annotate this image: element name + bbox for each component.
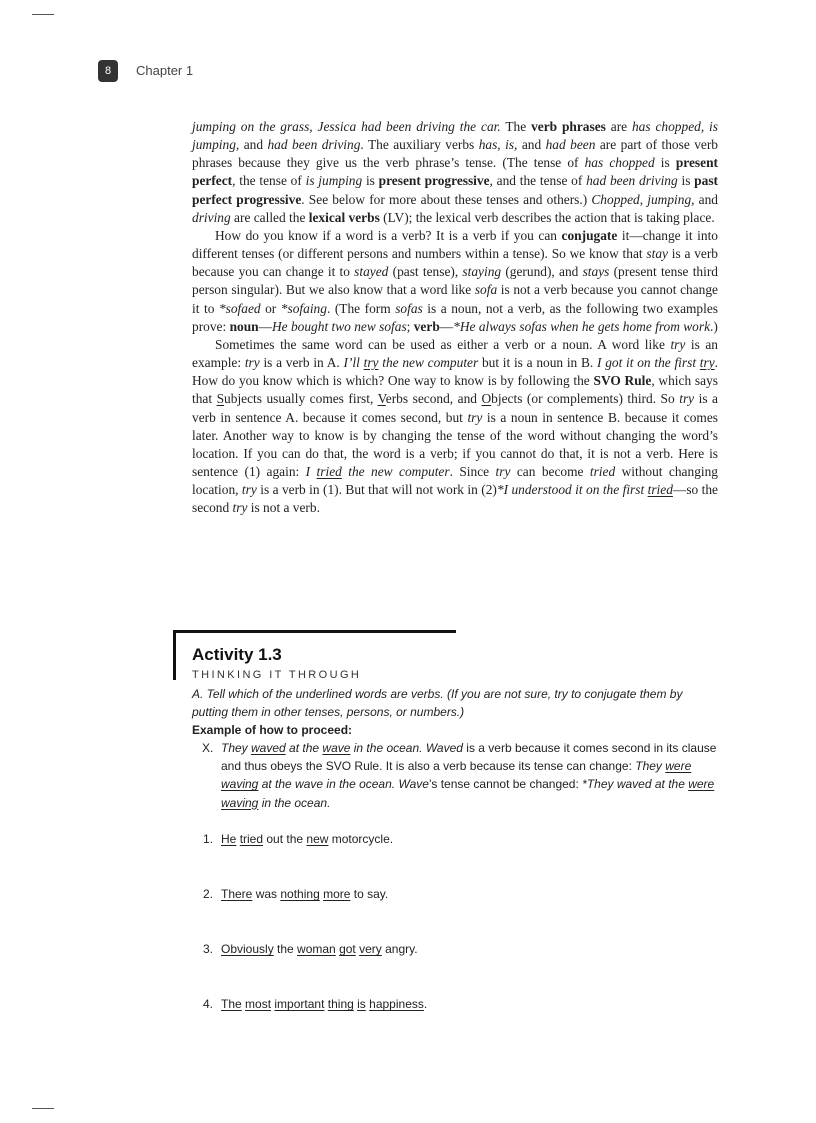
text-run: the <box>273 942 298 956</box>
activity-rule <box>176 630 456 633</box>
text-run: had been driving <box>267 137 361 153</box>
text-run: I’ll <box>343 355 364 371</box>
text-run: tried <box>239 832 264 846</box>
text-run: past perfect progressive <box>192 173 718 207</box>
text-run: is jumping <box>305 173 363 189</box>
text-run: were waving <box>221 777 715 810</box>
text-run: verb phrases <box>531 119 606 134</box>
text-run: V <box>377 391 386 407</box>
example-item <box>202 739 718 812</box>
text-run: I got it on the first <box>597 355 700 371</box>
text-run: is a verb because you can change it to <box>192 246 718 280</box>
activity-title: Activity 1.3 <box>192 645 282 664</box>
text-run: bjects (or complements) third. So <box>491 391 680 407</box>
text-run: Wave <box>398 777 429 792</box>
text-run: , which says that <box>192 373 718 407</box>
text-run: most <box>245 997 272 1011</box>
text-run: try <box>679 391 695 407</box>
paragraph <box>192 227 718 336</box>
text-run: can become <box>510 463 590 479</box>
question-number: 3. <box>203 942 214 956</box>
text-run: (present tense third person singular). But we also know that a word like <box>192 264 718 298</box>
text-run: wave <box>322 741 351 755</box>
text-run: Chopped, jumping, <box>591 191 695 207</box>
text-run: tried <box>647 482 673 498</box>
text-run: is an example: <box>192 336 719 371</box>
text-run: nothing <box>280 887 320 901</box>
text-run: lexical verbs <box>308 209 380 225</box>
question-number: 2. <box>203 887 214 901</box>
text-run: try <box>363 355 379 371</box>
text-run: noun <box>229 318 259 334</box>
text-run: but it is a noun in B. <box>478 355 598 371</box>
question-item <box>203 940 418 958</box>
text-run: present progressive <box>378 173 490 189</box>
text-run: in the ocean. <box>258 795 331 810</box>
text-run: the new computer <box>341 463 450 479</box>
question-text <box>221 887 388 901</box>
text-run: are called the <box>230 209 309 225</box>
text-run: They <box>221 741 252 755</box>
text-run: verb <box>413 318 440 334</box>
running-header: Chapter 1 <box>136 63 194 78</box>
text-run: and <box>694 191 718 207</box>
text-run: and <box>517 137 546 153</box>
text-run: is <box>677 173 695 189</box>
text-run: . The auxiliary verbs <box>360 137 479 153</box>
question-item <box>203 995 427 1013</box>
text-run: has chopped, is jumping, <box>192 119 718 153</box>
text-run: sofas <box>395 300 423 316</box>
text-run: important <box>274 997 325 1011</box>
text-run: were waving <box>221 759 692 792</box>
text-run: driving <box>192 209 231 225</box>
text-run: is not a verb because you cannot change it to <box>192 282 718 316</box>
text-run: try <box>699 355 715 371</box>
text-run: it—change it into different tenses (or different persons and numbers within a tense). So we know that <box>192 227 718 262</box>
question-number: 1. <box>203 832 214 846</box>
text-run: jumping on the grass, Jessica had been driving the car. <box>192 119 501 134</box>
text-run: Obviously <box>221 942 274 956</box>
text-run: try <box>232 500 248 516</box>
text-run: sofa <box>474 282 498 298</box>
text-run: (gerund), and <box>501 264 583 280</box>
text-run: try <box>495 463 511 479</box>
text-run: *He always sofas when he gets home from work <box>453 318 711 334</box>
text-run: are part of those verb phrases because they give us the verb phrase’s tense. (The tense of <box>192 137 718 171</box>
text-run: S <box>216 391 225 407</box>
text-run: . <box>423 997 428 1011</box>
text-run: try <box>244 355 260 371</box>
text-run: . (The form <box>326 300 396 316</box>
text-run: is a noun, not a verb, as the following two examples prove: <box>192 300 718 334</box>
text-run: had been <box>545 137 596 153</box>
text-run: is a noun in sentence B. because it comes later. Another way to know is by changing the tense of the word without changing the word’s location. If you can do that, the word is a verb; if you cannot do that, it is not a verb. Here is sentence (1) again: <box>192 409 718 479</box>
question-item <box>203 830 393 848</box>
text-run: . How do you know which is which? One way to know is by following the <box>192 355 719 389</box>
question-text <box>221 997 427 1011</box>
text-run: are <box>605 119 632 134</box>
text-run: They <box>635 759 666 774</box>
text-run: thing <box>327 997 354 1011</box>
question-text <box>221 832 393 846</box>
text-run: happiness <box>369 997 424 1011</box>
text-run: There <box>221 887 253 901</box>
text-run: I <box>305 463 317 479</box>
page-number-badge: 8 <box>98 60 118 82</box>
text-run: O <box>481 391 492 407</box>
text-run: ubjects usually comes first, <box>224 391 378 407</box>
text-run: *sofaing <box>280 300 327 316</box>
question-text <box>221 942 418 956</box>
text-run: is <box>357 997 366 1011</box>
text-run: He <box>221 832 237 846</box>
text-run: the new computer <box>378 355 479 371</box>
text-run: tried <box>316 463 342 479</box>
text-run: stays <box>582 264 610 280</box>
text-run: was <box>252 887 281 901</box>
body-text <box>192 118 718 517</box>
paragraph <box>192 118 718 227</box>
text-run: (LV); the lexical verb describes the action that is taking place. <box>379 209 715 225</box>
text-run: woman <box>297 942 336 956</box>
text-run: How do you know if a word is a verb? It is a verb if you can <box>215 227 562 243</box>
text-run: , the tense of <box>232 173 306 189</box>
text-run: is a verb in A. <box>259 355 344 371</box>
example-heading: Example of how to proceed: <box>192 723 353 737</box>
text-run: is a verb in (1). But that will not work in (2) <box>256 482 497 498</box>
text-run: *sofaed <box>218 300 261 316</box>
text-run: . Since <box>449 463 496 479</box>
text-run: new <box>306 832 329 846</box>
text-run: ’s tense cannot be changed: <box>428 777 583 792</box>
text-run: or <box>260 300 281 316</box>
text-run: The <box>500 119 532 134</box>
text-run: . See below for more about these tenses and others.) <box>301 191 592 207</box>
text-run: is <box>654 155 676 171</box>
text-run: — <box>439 318 454 334</box>
text-run: has chopped <box>584 155 655 171</box>
question-item <box>203 885 388 903</box>
text-run: He bought two new sofas <box>272 318 407 334</box>
text-run: The <box>221 997 242 1011</box>
text-run: *They waved at the <box>582 777 689 792</box>
text-run: very <box>359 942 382 956</box>
text-run: is not a verb. <box>247 500 320 516</box>
text-run: Waved <box>425 741 463 755</box>
text-run: had been driving <box>586 173 678 189</box>
text-run: has, is, <box>478 137 518 153</box>
text-run: tried <box>589 463 616 479</box>
text-run: conjugate <box>561 227 618 243</box>
paragraph <box>192 336 718 518</box>
text-run: erbs second, and <box>385 391 482 407</box>
text-run: stay <box>646 246 668 262</box>
text-run: try <box>670 336 686 352</box>
text-run: without changing location, <box>192 463 718 498</box>
activity-bracket <box>173 630 176 680</box>
text-run: and <box>239 137 268 153</box>
text-run: stayed <box>354 264 389 280</box>
text-run: (past tense), <box>388 264 463 280</box>
text-run: angry. <box>381 942 418 956</box>
text-run: *I understood it on the first <box>496 482 648 498</box>
text-run: waved <box>251 741 286 755</box>
question-number: 4. <box>203 997 214 1011</box>
text-run: , and the tense of <box>489 173 587 189</box>
text-run: is a verb because it comes second in its clause and thus obeys the SVO Rule. It is also a verb because its tense can change: <box>221 741 717 774</box>
activity-subtitle: THINKING IT THROUGH <box>192 669 362 681</box>
text-run: is <box>362 173 379 189</box>
text-run: to say. <box>350 887 389 901</box>
text-run: ; <box>406 318 414 334</box>
text-run: SVO Rule <box>593 373 652 389</box>
text-run: try <box>467 409 483 425</box>
text-run: got <box>339 942 356 956</box>
text-run: staying <box>462 264 502 280</box>
crop-mark-top <box>32 14 54 15</box>
text-run: at the <box>285 741 323 755</box>
text-run: try <box>241 482 257 498</box>
example-label: X. <box>202 741 214 755</box>
text-run: present perfect <box>192 155 718 189</box>
text-run: Sometimes the same word can be used as either a verb or a noun. A word like <box>215 336 671 352</box>
text-run: — <box>258 318 272 334</box>
text-run: more <box>323 887 351 901</box>
crop-mark-bottom <box>32 1108 54 1109</box>
text-run: is a verb in sentence A. because it comes second, but <box>192 391 718 425</box>
text-run: in the ocean. <box>350 741 426 755</box>
text-run: motorcycle. <box>328 832 394 846</box>
text-run: out the <box>263 832 307 846</box>
example-text <box>221 739 718 812</box>
text-run: .) <box>710 318 718 334</box>
text-run: at the wave in the ocean. <box>258 777 399 792</box>
activity-instruction: A. Tell which of the underlined words are verbs. (If you are not sure, try to conjugate them by putting them in other tenses, persons, or numbers.) <box>192 687 683 719</box>
text-run: —so the second <box>192 482 719 516</box>
